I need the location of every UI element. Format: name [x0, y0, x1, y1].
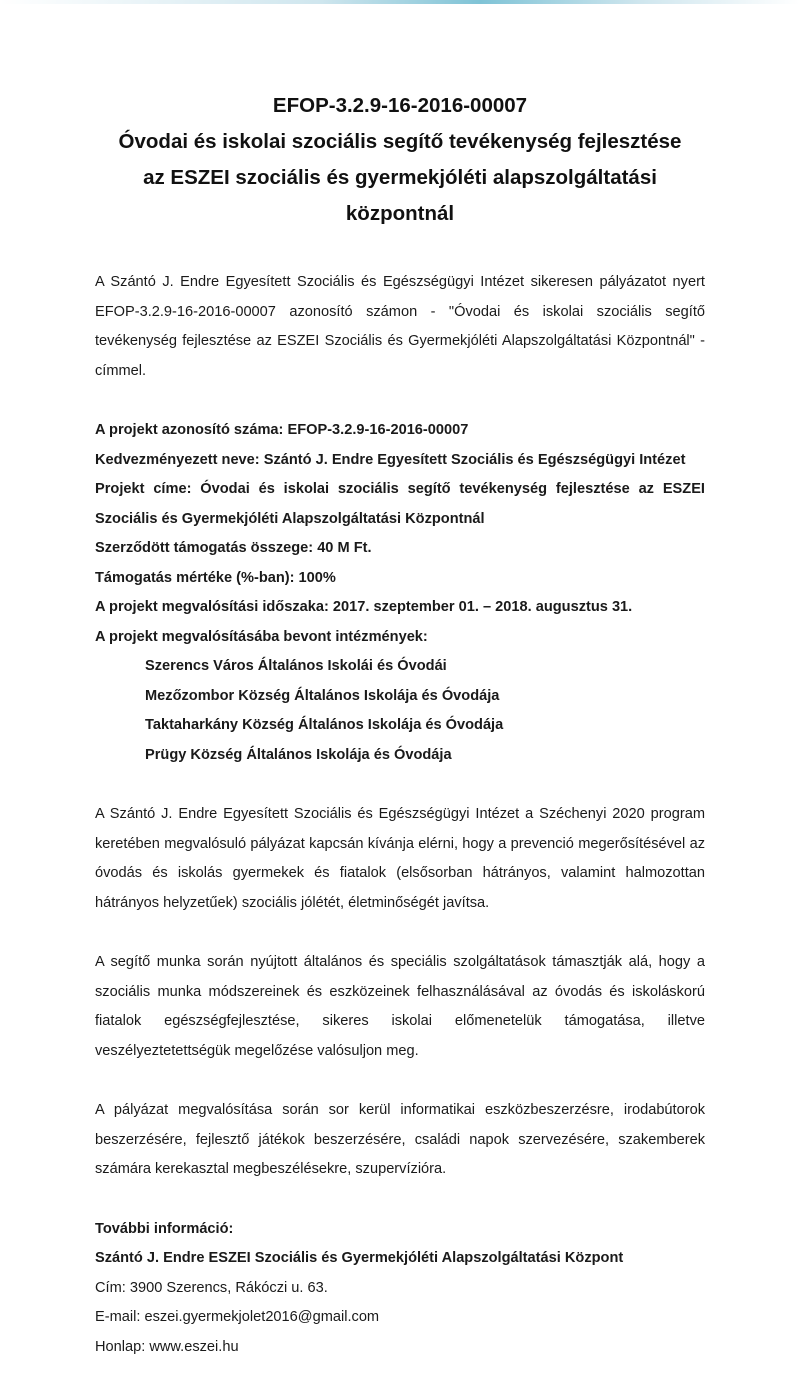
title-line-2: az ESZEI szociális és gyermekjóléti alapszolgáltatási: [143, 166, 657, 189]
project-period: A projekt megvalósítási időszaka: 2017. szeptember 01. – 2018. augusztus 31.: [95, 599, 633, 615]
grant-rate: Támogatás mértéke (%-ban): 100%: [95, 569, 336, 586]
project-title: Projekt címe: Óvodai és iskolai szociális segítő tevékenység fejlesztése az ESZEI Szociális és Gyermekjóléti Alapszolgáltatási Központnál: [95, 481, 705, 527]
list-item: Szerencs Város Általános Iskolái és Óvodái: [145, 658, 447, 674]
decorative-top-bar: [0, 0, 800, 4]
body-paragraph-2: A segítő munka során nyújtott általános és speciális szolgáltatások támasztják alá, hogy a szociális munka módszereinek és eszközeinek felhasználásával az óvodás és iskoláskorú fiatalok egészségfejlesztése, sikeres iskolai előmenetelük támogatása, illetve veszélyeztetettségük megelőzése valósuljon meg.: [95, 954, 705, 1059]
institutions-list: [95, 652, 705, 770]
title-line-project-code: EFOP-3.2.9-16-2016-00007: [272, 94, 528, 117]
body-paragraph-3: A pályázat megvalósítása során sor kerül informatikai eszközbeszerzésre, irodabútorok beszerzésére, fejlesztő játékok beszerzésére, családi napok szervezésére, szakemberek számára kerekasztal megbeszélésekre, szupervízióra.: [95, 1102, 705, 1177]
document-page: [95, 88, 705, 1362]
page-title: [95, 88, 705, 232]
info-organization: Szántó J. Endre ESZEI Szociális és Gyermekjóléti Alapszolgáltatási Központ: [95, 1250, 624, 1266]
info-website: Honlap: www.eszei.hu: [95, 1338, 239, 1355]
info-email: E-mail: eszei.gyermekjolet2016@gmail.com: [95, 1309, 380, 1325]
body-paragraph-1: A Szántó J. Endre Egyesített Szociális és Egészségügyi Intézet a Széchenyi 2020 program keretében megvalósuló pályázat kapcsán kívánja elérni, hogy a prevenció megerősítésével az óvodás és iskolás gyermekek és fiatalok (elsősorban hátrányos, valamint halmozottan hátrányos helyzetűek) szociális jólétét, életminőségét javítsa.: [95, 806, 705, 911]
list-item: Taktaharkány Község Általános Iskolája és Óvodája: [145, 717, 504, 733]
project-id: A projekt azonosító száma: EFOP-3.2.9-16-2016-00007: [95, 422, 469, 438]
info-heading: További információ:: [95, 1220, 234, 1237]
institutions-heading: A projekt megvalósításába bevont intézmények:: [95, 628, 428, 645]
contact-info: [95, 1215, 705, 1363]
list-item: Prügy Község Általános Iskolája és Óvodája: [145, 746, 452, 763]
title-line-3: központnál: [345, 202, 455, 225]
intro-paragraph: A Szántó J. Endre Egyesített Szociális és Egészségügyi Intézet sikeresen pályázatot nyert EFOP-3.2.9-16-2016-00007 azonosító számon - "Óvodai és iskolai szociális segítő tevékenység fejlesztése az ESZEI Szociális és Gyermekjóléti Alapszolgáltatási Központnál" - címmel.: [95, 274, 705, 379]
project-details: [95, 416, 705, 770]
list-item: Mezőzombor Község Általános Iskolája és Óvodája: [145, 687, 500, 704]
grant-amount: Szerződött támogatás összege: 40 M Ft.: [95, 540, 372, 556]
title-line-1: Óvodai és iskolai szociális segítő tevékenység fejlesztése: [118, 130, 682, 153]
info-address: Cím: 3900 Szerencs, Rákóczi u. 63.: [95, 1279, 328, 1296]
beneficiary-name: Kedvezményezett neve: Szántó J. Endre Egyesített Szociális és Egészségügyi Intézet: [95, 451, 686, 468]
